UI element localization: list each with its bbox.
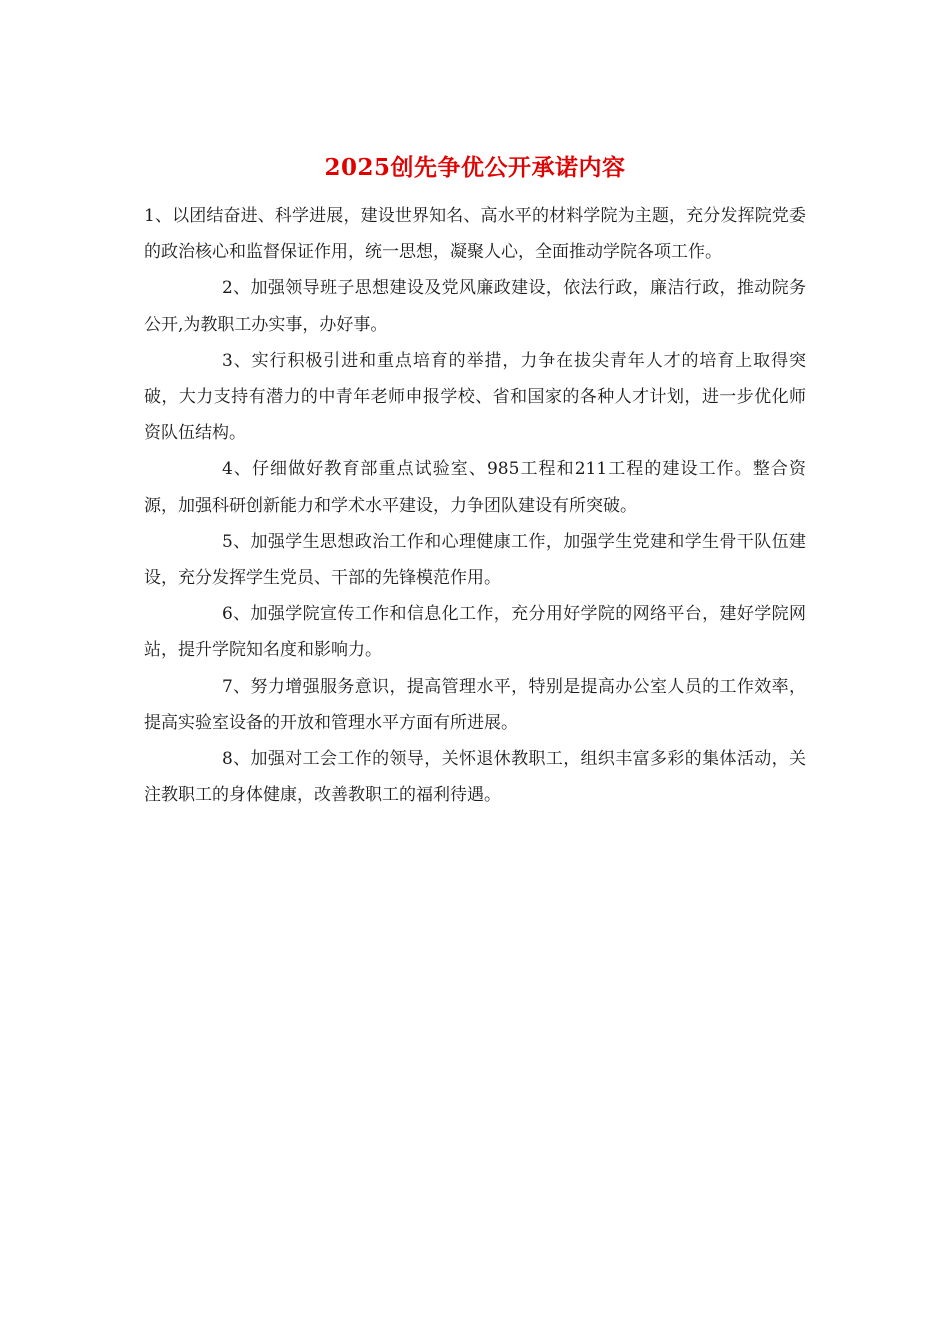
paragraph-5: 5、加强学生思想政治工作和心理健康工作，加强学生党建和学生骨干队伍建设，充分发挥学生党员、干部的先锋模范作用。 (144, 531, 806, 589)
paragraph-6: 6、加强学院宣传工作和信息化工作，充分用好学院的网络平台，建好学院网站，提升学院知名度和影响力。 (144, 604, 806, 661)
paragraph-1: 1、以团结奋进、科学进展，建设世界知名、高水平的材料学院为主题，充分发挥院党委的政治核心和监督保证作用，统一思想，凝聚人心，全面推动学院各项工作。 (144, 206, 806, 263)
paragraph-7: 7、努力增强服务意识，提高管理水平，特别是提高办公室人员的工作效率，提高实验室设备的开放和管理水平方面有所进展。 (144, 676, 806, 733)
paragraph-3: 3、实行积极引进和重点培育的举措，力争在拔尖青年人才的培育上取得突破，大力支持有潜力的中青年老师申报学校、省和国家的各种人才计划，进一步优化师资队伍结构。 (144, 350, 806, 444)
paragraph-8: 8、加强对工会工作的领导，关怀退休教职工，组织丰富多彩的集体活动，关注教职工的身体健康，改善教职工的福利待遇。 (144, 749, 806, 806)
paragraph-4: 4、仔细做好教育部重点试验室、985工程和211工程的建设工作。整合资源，加强科研创新能力和学术水平建设，力争团队建设有所突破。 (144, 459, 806, 516)
document-body (144, 198, 806, 813)
page-title: 2025创先争优公开承诺内容 (324, 154, 626, 181)
paragraph-2: 2、加强领导班子思想建设及党风廉政建设，依法行政，廉洁行政，推动院务公开,为教职工办实事，办好事。 (144, 278, 806, 335)
